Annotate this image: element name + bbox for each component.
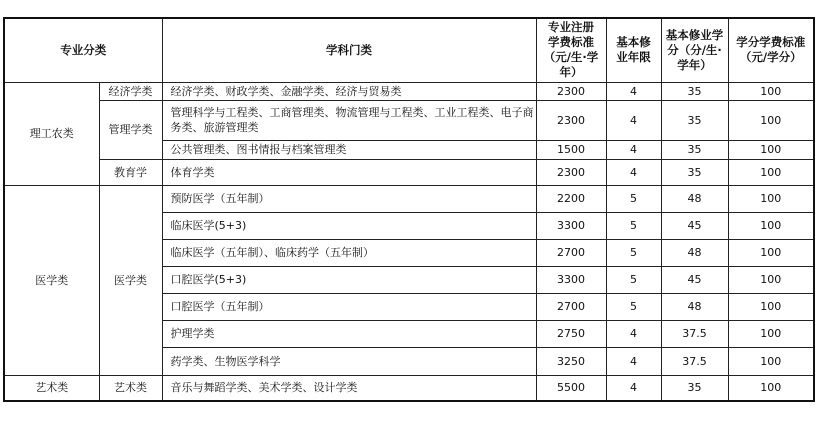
credit-fee-cell: 100 bbox=[728, 140, 814, 159]
credits-cell: 48 bbox=[661, 185, 728, 212]
years-cell: 5 bbox=[606, 212, 661, 239]
credit-fee-cell: 100 bbox=[728, 185, 814, 212]
header-years: 基本修业年限 bbox=[606, 18, 661, 82]
subject-cell: 经济学类、财政学类、金融学类、经济与贸易类 bbox=[162, 82, 536, 100]
fee-cell: 2300 bbox=[536, 100, 606, 140]
header-category: 专业分类 bbox=[4, 18, 162, 82]
fee-cell: 2300 bbox=[536, 159, 606, 185]
years-cell: 4 bbox=[606, 375, 661, 401]
credits-cell: 48 bbox=[661, 239, 728, 266]
subject-cell: 体育学类 bbox=[162, 159, 536, 185]
fee-standard-table bbox=[3, 17, 815, 402]
subject-cell: 管理科学与工程类、工商管理类、物流管理与工程类、工业工程类、电子商务类、旅游管理类 bbox=[162, 100, 536, 140]
credits-cell: 35 bbox=[661, 82, 728, 100]
years-cell: 5 bbox=[606, 239, 661, 266]
header-discipline: 学科门类 bbox=[162, 18, 536, 82]
credits-cell: 35 bbox=[661, 375, 728, 401]
credit-fee-cell: 100 bbox=[728, 293, 814, 320]
credits-cell: 37.5 bbox=[661, 347, 728, 375]
subject-cell: 口腔医学（五年制） bbox=[162, 293, 536, 320]
fee-cell: 3300 bbox=[536, 212, 606, 239]
fee-cell: 2300 bbox=[536, 82, 606, 100]
subject-cell: 公共管理类、图书情报与档案管理类 bbox=[162, 140, 536, 159]
credits-cell: 37.5 bbox=[661, 320, 728, 347]
credits-cell: 35 bbox=[661, 159, 728, 185]
credits-cell: 48 bbox=[661, 293, 728, 320]
subject-cell: 预防医学（五年制） bbox=[162, 185, 536, 212]
table-row bbox=[4, 100, 814, 140]
credit-fee-cell: 100 bbox=[728, 212, 814, 239]
fee-cell: 2700 bbox=[536, 239, 606, 266]
table-row bbox=[4, 185, 814, 212]
fee-cell: 3300 bbox=[536, 266, 606, 293]
credit-fee-cell: 100 bbox=[728, 100, 814, 140]
credit-fee-cell: 100 bbox=[728, 159, 814, 185]
fee-cell: 1500 bbox=[536, 140, 606, 159]
credit-fee-cell: 100 bbox=[728, 82, 814, 100]
subcategory-cell: 教育学 bbox=[99, 159, 162, 185]
credit-fee-cell: 100 bbox=[728, 347, 814, 375]
subject-cell: 药学类、生物医学科学 bbox=[162, 347, 536, 375]
subcategory-cell: 医学类 bbox=[99, 185, 162, 375]
category-cell: 理工农类 bbox=[4, 82, 99, 185]
fee-cell: 2200 bbox=[536, 185, 606, 212]
years-cell: 5 bbox=[606, 266, 661, 293]
years-cell: 4 bbox=[606, 140, 661, 159]
subject-cell: 音乐与舞蹈学类、美术学类、设计学类 bbox=[162, 375, 536, 401]
years-cell: 4 bbox=[606, 320, 661, 347]
credit-fee-cell: 100 bbox=[728, 375, 814, 401]
table-row bbox=[4, 375, 814, 401]
years-cell: 4 bbox=[606, 82, 661, 100]
subject-cell: 临床医学(5+3) bbox=[162, 212, 536, 239]
credit-fee-cell: 100 bbox=[728, 239, 814, 266]
header-credit-fee: 学分学费标准（元/学分） bbox=[728, 18, 814, 82]
credit-fee-cell: 100 bbox=[728, 266, 814, 293]
credit-fee-cell: 100 bbox=[728, 320, 814, 347]
credits-cell: 45 bbox=[661, 212, 728, 239]
years-cell: 5 bbox=[606, 293, 661, 320]
header-row bbox=[4, 18, 814, 82]
years-cell: 5 bbox=[606, 185, 661, 212]
header-reg-fee: 专业注册学费标准（元/生·学年） bbox=[536, 18, 606, 82]
subcategory-cell: 管理学类 bbox=[99, 100, 162, 159]
fee-cell: 3250 bbox=[536, 347, 606, 375]
years-cell: 4 bbox=[606, 347, 661, 375]
subject-cell: 临床医学（五年制）、临床药学（五年制） bbox=[162, 239, 536, 266]
fee-cell: 5500 bbox=[536, 375, 606, 401]
subject-cell: 口腔医学(5+3) bbox=[162, 266, 536, 293]
subcategory-cell: 艺术类 bbox=[99, 375, 162, 401]
credits-cell: 45 bbox=[661, 266, 728, 293]
subcategory-cell: 经济学类 bbox=[99, 82, 162, 100]
years-cell: 4 bbox=[606, 100, 661, 140]
fee-cell: 2750 bbox=[536, 320, 606, 347]
years-cell: 4 bbox=[606, 159, 661, 185]
table-row bbox=[4, 82, 814, 100]
header-credits: 基本修业学分（分/生·学年） bbox=[661, 18, 728, 82]
subject-cell: 护理学类 bbox=[162, 320, 536, 347]
category-cell: 艺术类 bbox=[4, 375, 99, 401]
credits-cell: 35 bbox=[661, 100, 728, 140]
table-row bbox=[4, 159, 814, 185]
category-cell: 医学类 bbox=[4, 185, 99, 375]
fee-cell: 2700 bbox=[536, 293, 606, 320]
credits-cell: 35 bbox=[661, 140, 728, 159]
